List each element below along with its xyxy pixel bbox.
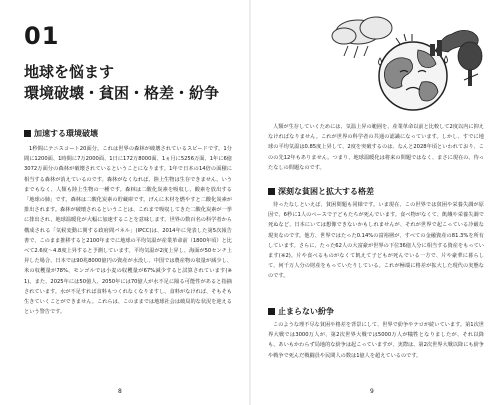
chapter-title-line2: 環境破壊・貧困・格差・紛争 bbox=[24, 84, 220, 102]
page-number-right: 9 bbox=[370, 388, 374, 395]
chapter-title bbox=[24, 62, 224, 104]
intro-body: 人類が生存していくためには、気温上昇の範囲を、産業革命以前と比較して2度以内に抑えなければなりません。これが世界の科学者の共通の認識になっています。しかし、すでに地球の平均気温は0.85度上昇して、2度を突破するのは、なんと2028年頃といわれており、このの先12年もありません。つまり、地球温暖化は将来の問題ではなく、まさに現在の、待ったなしの問題なのです。 bbox=[268, 124, 484, 171]
section-body-conflict: このような理不尽な貧困や格差を背景にして、世界で紛争やテロが続いています。第1次世界大戦では3000万人が、第2次世界大戦では5000万人が犠牲となりましたが、それ以降も、あいもかわらず局地的な紛争は起こっていますが、実際は、第2次世界大戦以降にも紛争や戦争で死んだ戦闘員や民間人の数は1億人を超えているのです。 bbox=[268, 322, 484, 359]
section-heading-environment: 加速する環境破壊 bbox=[24, 128, 98, 139]
book-gutter bbox=[249, 0, 251, 405]
section-body-environment: 1秒間にテニスコート20面分。これは世界の森林が破壊されているスピードです。1分間に1200面、1時間に7万2000面、1日に172万8000面、1ヵ月に5256万面、1年に6億3072万面分の森林が破壊されているということになります。1年で日本の14倍の面積に相当する森林が消えているのです。森林がなくなれば、陸上生物は生存できません。いうまでもなく、人類も陸上生物の一種です。森林は二酸化炭素を吸収し、酸素を放出する「地球の肺」です。森林は二酸化炭素の貯蔵庫です。げんに木材を燃やすと二酸化炭素が排出されます。森林が破壊されるということは、これまで吸収してきた二酸化炭素が一挙に排出され、地球温暖化が大幅に加速することを意味します。世界の数百名の科学者から構成される「気候変動に関する政府間パネル」(IPCC)は、2014年に発表した第5次報告書で、このまま推移すると2100年までに地球の平均気温が産業革命前（1800年頃）と比べて2.6度〜4.8度上昇すると予測しています。平均気温が2度上昇し、海面が50センチ上昇した場合、日本では90兆8000億円の資産が水没し、中国では農産物の収量が減少し、米の収穫量が78%、モンゴルでは小麦の収穫量が67%減少すると試算されています(※1)。また、2025年には50億人、2050年には70億人が水不足に陥る可能性があると指摘されています。水が不足すれば食料もつくれなくなりますし、食料がなければ、そもそも生きていくことができません。これらは、このままでは地球社会は破局的な状況を迎えるという警告です。 bbox=[24, 146, 232, 316]
troubled-earth-illustration bbox=[318, 10, 488, 118]
cloud-icon bbox=[332, 17, 392, 58]
section-body-poverty: 待ったなしといえば、貧困問題も同様です。いま現在、この世界では貧困や栄養失調が原因で、6秒に1人のペースで子どもたちが死んでいます。食べ物がなくて、飢餓や栄養失調で死ぬなど、日本にいては想像できないかもしれませんが、それが世界で起こっている冷厳な現実なのです。他方、世界ではたった0.14%の富裕層が、すべての金融資産の81.3%を所有しています。さらに、たった62人の大富豪が世界の下位36億人分に相当する資産をもっています(※2)。片や食べるものがなくて飢えて子どもが死んでいる一方で、片や豪華に暮らして、何千万人分の財産をもっていたりしている。これが極端に格差が拡大した現代の実態なのです。 bbox=[268, 202, 484, 280]
tree-icon bbox=[458, 42, 482, 86]
chapter-number: 01 bbox=[24, 22, 60, 50]
section-heading-conflict: 止まらない紛争 bbox=[268, 306, 334, 317]
section-heading-poverty: 深刻な貧困と拡大する格差 bbox=[268, 186, 374, 197]
page-number-left: 8 bbox=[118, 388, 122, 395]
chapter-title-line1: 地球を悩ます bbox=[24, 63, 115, 81]
left-page bbox=[0, 0, 248, 405]
